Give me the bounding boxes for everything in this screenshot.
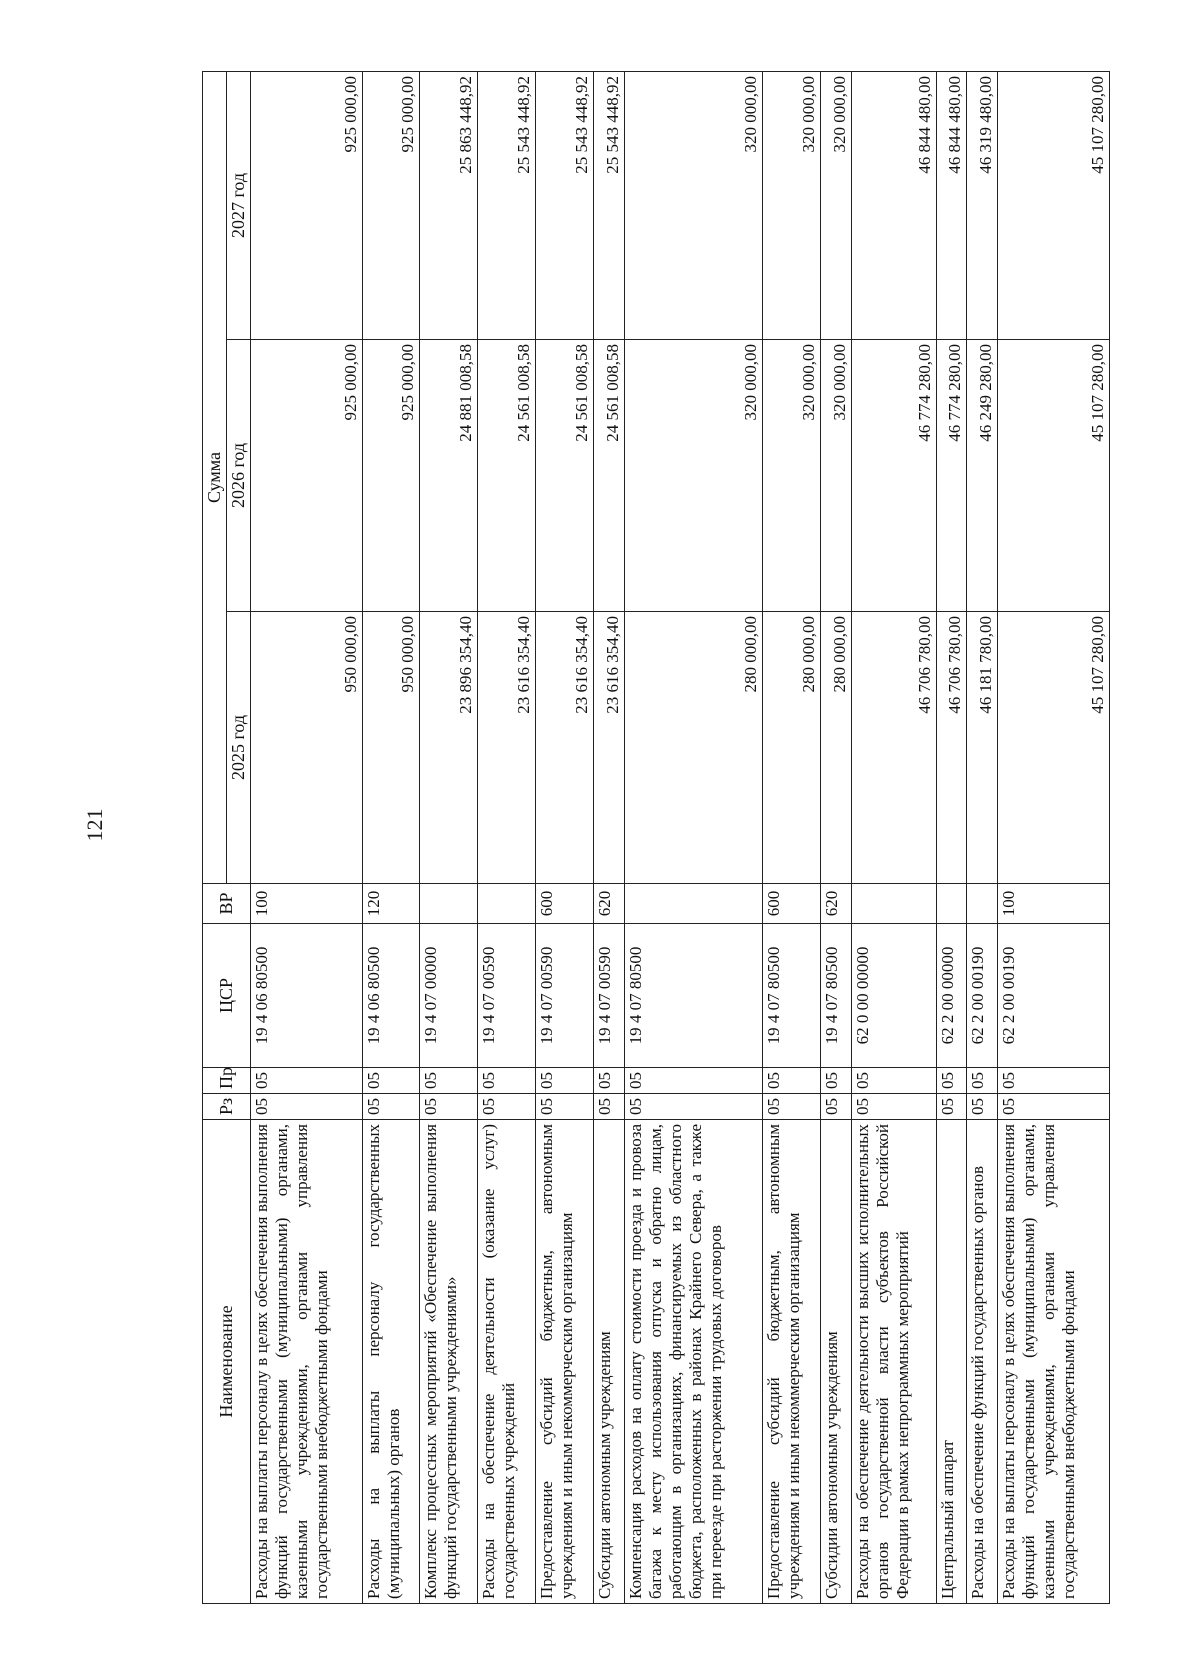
row-amount-2026: 925 000,00	[362, 340, 420, 612]
table-row	[624, 71, 762, 1603]
row-pr: 05	[851, 1068, 936, 1094]
row-csr: 19 4 06 80500	[251, 924, 363, 1068]
row-rz: 05	[593, 1094, 624, 1120]
header-pr: Пр	[203, 1068, 251, 1094]
row-amount-2025: 950 000,00	[251, 612, 363, 884]
row-pr: 05	[624, 1068, 762, 1094]
table-row	[362, 71, 420, 1603]
table-row	[593, 71, 624, 1603]
row-vr	[478, 884, 536, 924]
budget-table	[202, 71, 1110, 1604]
row-name: Расходы на выплаты персоналу государственных (муниципальных) органов	[362, 1120, 420, 1604]
row-csr: 19 4 06 80500	[362, 924, 420, 1068]
row-pr: 05	[535, 1068, 593, 1094]
header-sum: Сумма	[203, 71, 227, 883]
row-amount-2025: 280 000,00	[763, 612, 821, 884]
row-amount-2025: 46 706 780,00	[851, 612, 936, 884]
row-amount-2026: 46 774 280,00	[851, 340, 936, 612]
row-amount-2027: 25 543 448,92	[535, 71, 593, 339]
row-vr	[967, 884, 998, 924]
table-row	[998, 71, 1110, 1603]
row-amount-2026: 320 000,00	[624, 340, 762, 612]
row-amount-2027: 25 543 448,92	[593, 71, 624, 339]
row-amount-2027: 25 543 448,92	[478, 71, 536, 339]
row-rz: 05	[535, 1094, 593, 1120]
row-amount-2026: 925 000,00	[251, 340, 363, 612]
row-csr: 62 2 00 00190	[998, 924, 1110, 1068]
row-amount-2025: 950 000,00	[362, 612, 420, 884]
row-amount-2026: 46 774 280,00	[936, 340, 967, 612]
row-csr: 62 2 00 00000	[936, 924, 967, 1068]
row-pr: 05	[420, 1068, 478, 1094]
header-2025: 2025 год	[227, 612, 251, 884]
header-name: Наименование	[203, 1120, 251, 1604]
row-amount-2026: 24 881 008,58	[420, 340, 478, 612]
row-amount-2027: 25 863 448,92	[420, 71, 478, 339]
row-rz: 05	[251, 1094, 363, 1120]
row-amount-2025: 46 706 780,00	[936, 612, 967, 884]
row-rz: 05	[420, 1094, 478, 1120]
row-pr: 05	[998, 1068, 1110, 1094]
header-vr: ВР	[203, 884, 251, 924]
row-name: Расходы на обеспечение функций государственных органов	[967, 1120, 998, 1604]
row-amount-2027: 320 000,00	[763, 71, 821, 339]
row-csr: 19 4 07 00000	[420, 924, 478, 1068]
row-vr	[936, 884, 967, 924]
row-pr: 05	[478, 1068, 536, 1094]
row-amount-2025: 23 616 354,40	[593, 612, 624, 884]
row-vr: 100	[998, 884, 1110, 924]
row-name: Предоставление субсидий бюджетным, автономным учреждениям и иным некоммерческим организациям	[763, 1120, 821, 1604]
row-amount-2026: 45 107 280,00	[998, 340, 1110, 612]
row-csr: 62 0 00 00000	[851, 924, 936, 1068]
row-rz: 05	[851, 1094, 936, 1120]
row-vr	[420, 884, 478, 924]
header-2026: 2026 год	[227, 340, 251, 612]
row-amount-2027: 925 000,00	[251, 71, 363, 339]
row-vr: 620	[820, 884, 851, 924]
header-2027: 2027 год	[227, 71, 251, 339]
row-csr: 19 4 07 80500	[820, 924, 851, 1068]
row-amount-2027: 45 107 280,00	[998, 71, 1110, 339]
row-amount-2025: 46 181 780,00	[967, 612, 998, 884]
row-name: Комплекс процессных мероприятий «Обеспечение выполнения функций государственными учреждениями»	[420, 1120, 478, 1604]
row-csr: 19 4 07 00590	[593, 924, 624, 1068]
row-pr: 05	[593, 1068, 624, 1094]
row-rz: 05	[763, 1094, 821, 1120]
row-pr: 05	[362, 1068, 420, 1094]
row-amount-2026: 24 561 008,58	[593, 340, 624, 612]
table-row	[478, 71, 536, 1603]
row-rz: 05	[478, 1094, 536, 1120]
header-rz: Рз	[203, 1094, 251, 1120]
row-name: Субсидии автономным учреждениям	[593, 1120, 624, 1604]
row-rz: 05	[820, 1094, 851, 1120]
row-csr: 62 2 00 00190	[967, 924, 998, 1068]
row-amount-2027: 320 000,00	[820, 71, 851, 339]
row-rz: 05	[362, 1094, 420, 1120]
row-rz: 05	[936, 1094, 967, 1120]
row-amount-2027: 925 000,00	[362, 71, 420, 339]
row-amount-2027: 46 844 480,00	[851, 71, 936, 339]
row-amount-2026: 320 000,00	[820, 340, 851, 612]
row-pr: 05	[967, 1068, 998, 1094]
row-vr: 600	[763, 884, 821, 924]
rotated-table-container	[202, 72, 1110, 1604]
table-row	[820, 71, 851, 1603]
table-row	[851, 71, 936, 1603]
row-rz: 05	[998, 1094, 1110, 1120]
row-amount-2026: 24 561 008,58	[535, 340, 593, 612]
row-amount-2027: 320 000,00	[624, 71, 762, 339]
table-row	[967, 71, 998, 1603]
row-amount-2025: 23 616 354,40	[535, 612, 593, 884]
row-vr: 100	[251, 884, 363, 924]
row-name: Расходы на обеспечение деятельности (оказание услуг) государственных учреждений	[478, 1120, 536, 1604]
row-name: Расходы на выплаты персоналу в целях обеспечения выполнения функций государственными (муниципальными) органами, казенными учреждениями, органами управления государственными внебюджетными фондами	[998, 1120, 1110, 1604]
header-row-1	[203, 71, 227, 1603]
row-vr	[851, 884, 936, 924]
table-row	[936, 71, 967, 1603]
row-amount-2025: 280 000,00	[820, 612, 851, 884]
row-vr	[624, 884, 762, 924]
row-name: Субсидии автономным учреждениям	[820, 1120, 851, 1604]
row-amount-2025: 23 616 354,40	[478, 612, 536, 884]
row-pr: 05	[936, 1068, 967, 1094]
row-pr: 05	[763, 1068, 821, 1094]
row-name: Расходы на обеспечение деятельности высших исполнительных органов государственной власти субъектов Российской Федерации в рамках непрограммных мероприятий	[851, 1120, 936, 1604]
table-body	[251, 71, 1110, 1603]
row-pr: 05	[251, 1068, 363, 1094]
table-row	[535, 71, 593, 1603]
row-csr: 19 4 07 00590	[535, 924, 593, 1068]
row-vr: 120	[362, 884, 420, 924]
row-amount-2027: 46 844 480,00	[936, 71, 967, 339]
row-amount-2025: 23 896 354,40	[420, 612, 478, 884]
row-pr: 05	[820, 1068, 851, 1094]
row-name: Расходы на выплаты персоналу в целях обеспечения выполнения функций государственными (муниципальными) органами, казенными учреждениями, органами управления государственными внебюджетными фондами	[251, 1120, 363, 1604]
row-amount-2026: 46 249 280,00	[967, 340, 998, 612]
row-amount-2026: 320 000,00	[763, 340, 821, 612]
row-vr: 600	[535, 884, 593, 924]
row-amount-2025: 45 107 280,00	[998, 612, 1110, 884]
table-row	[251, 71, 363, 1603]
row-csr: 19 4 07 00590	[478, 924, 536, 1068]
row-name: Предоставление субсидий бюджетным, автономным учреждениям и иным некоммерческим организациям	[535, 1120, 593, 1604]
row-amount-2026: 24 561 008,58	[478, 340, 536, 612]
row-amount-2027: 46 319 480,00	[967, 71, 998, 339]
row-amount-2025: 280 000,00	[624, 612, 762, 884]
table-row	[420, 71, 478, 1603]
row-name: Компенсация расходов на оплату стоимости проезда и провоза багажа к месту использования отпуска и обратно лицам, работающим в организациях, финансируемых из областного бюджета, расположенных в районах Крайнего Севера, а также при переезде при расторжении трудовых договоров	[624, 1120, 762, 1604]
header-csr: ЦСР	[203, 924, 251, 1068]
row-rz: 05	[624, 1094, 762, 1120]
table-row	[763, 71, 821, 1603]
row-csr: 19 4 07 80500	[624, 924, 762, 1068]
row-rz: 05	[967, 1094, 998, 1120]
row-name: Центральный аппарат	[936, 1120, 967, 1604]
page-number: 121	[82, 808, 107, 842]
row-vr: 620	[593, 884, 624, 924]
row-csr: 19 4 07 80500	[763, 924, 821, 1068]
